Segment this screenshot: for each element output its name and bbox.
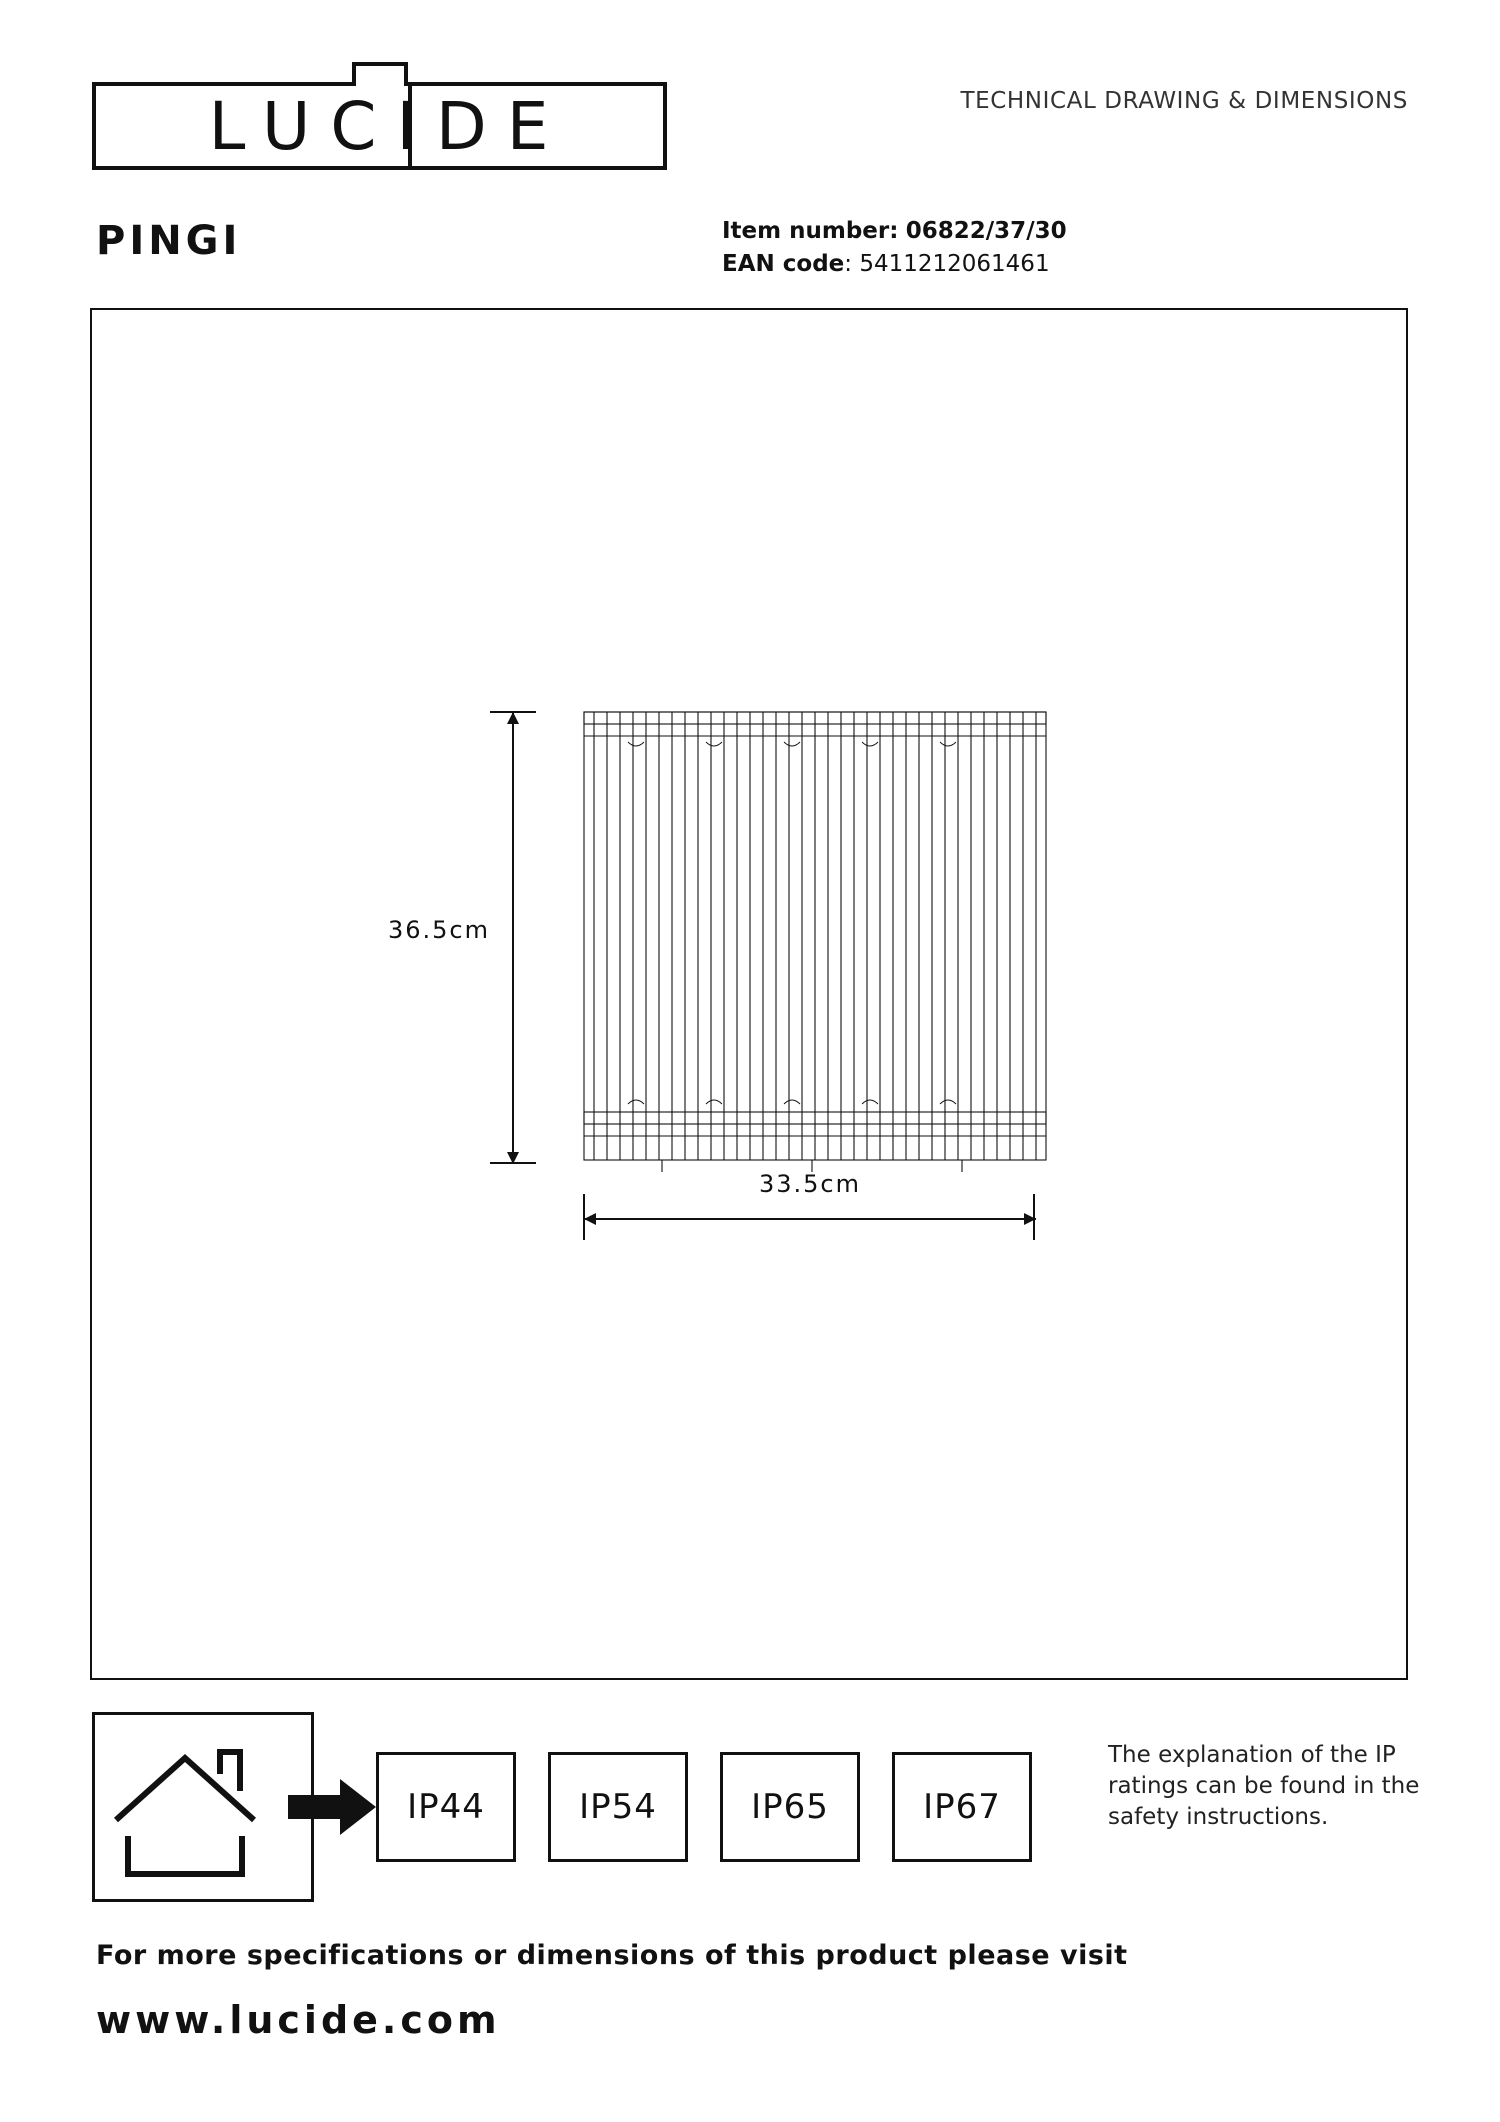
footer-website[interactable]: www.lucide.com (96, 1998, 501, 2042)
ip-ratings-note: The explanation of the IP ratings can be found in the safety instructions. (1108, 1742, 1420, 1831)
width-dimension-label: 33.5cm (758, 1170, 861, 1198)
width-dimension-line (584, 1218, 1036, 1220)
technical-drawing (90, 308, 1408, 1680)
height-dimension-label: 36.5cm (387, 916, 490, 944)
footer-text: For more specifications or dimensions of this product please visit (96, 1940, 1128, 1971)
item-number-label: Item number: (722, 218, 899, 244)
ip-rating-ip65: IP65 (720, 1752, 860, 1862)
width-arrow-right-icon (1024, 1213, 1036, 1225)
ean-value: : 5411212061461 (844, 251, 1050, 278)
ean-row (722, 248, 1067, 281)
document-type-title: TECHNICAL DRAWING & DIMENSIONS (960, 88, 1408, 114)
page-title: PINGI (96, 218, 242, 264)
width-arrow-left-icon (584, 1213, 596, 1225)
height-dimension-line (512, 712, 514, 1164)
house-icon (92, 1712, 314, 1902)
arrow-right-icon (288, 1775, 378, 1839)
ip-rating-ip44: IP44 (376, 1752, 516, 1862)
product-identifiers (722, 215, 1067, 282)
ip-rating-ip67: IP67 (892, 1752, 1032, 1862)
product-illustration (580, 708, 1050, 1178)
item-number-value: 06822/37/30 (905, 218, 1067, 244)
height-arrow-top-icon (507, 712, 519, 724)
item-number-row (722, 215, 1067, 248)
ip-rating-ip54: IP54 (548, 1752, 688, 1862)
brand-logo-text: LUCIDE (208, 87, 569, 165)
height-arrow-bottom-icon (507, 1152, 519, 1164)
ean-label: EAN code (722, 251, 845, 278)
